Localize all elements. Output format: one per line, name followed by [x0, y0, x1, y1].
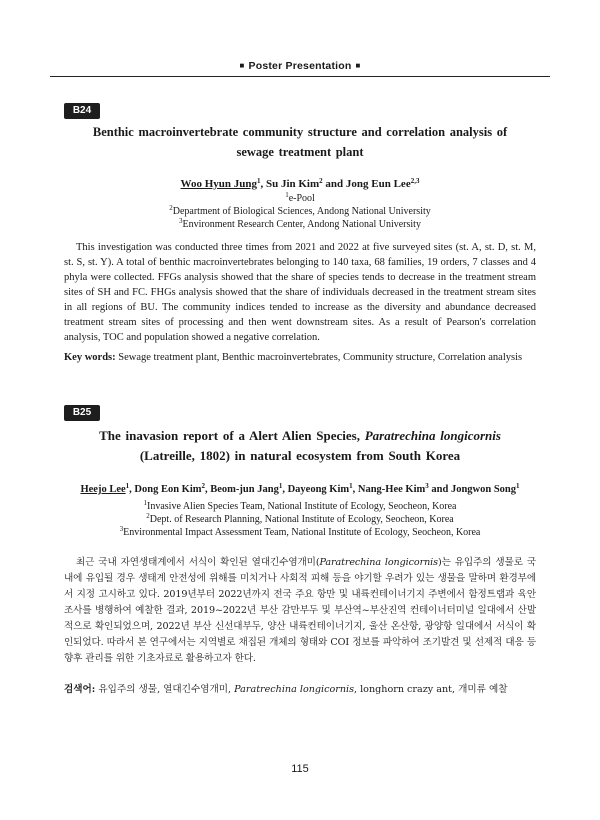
affiliation-list: [64, 192, 536, 231]
species-name: Paratrechina longicornis: [319, 557, 438, 568]
keywords-label: 검색어:: [64, 684, 96, 695]
keywords-label: Key words:: [64, 352, 116, 363]
affiliation-mark: 1: [285, 191, 289, 199]
abstract-badge: B24: [64, 103, 100, 119]
abstract-body: [64, 555, 536, 667]
title-line: [64, 426, 536, 446]
affiliation: [64, 205, 536, 218]
keywords-text: , longhorn crazy ant, 개미류 예찰: [354, 684, 508, 695]
affiliation-mark: 3: [179, 217, 183, 225]
author-separator: ,: [260, 178, 266, 190]
affiliation-text: Environmental Impact Assessment Team, National Institute of Ecology, Seocheon, Korea: [123, 527, 481, 538]
keywords-text: Sewage treatment plant, Benthic macroinvertebrates, Community structure, Correlation analysis: [118, 352, 523, 363]
author-name: Dong Eon Kim: [134, 484, 202, 495]
keywords-text: 유입주의 생물, 열대긴수염개미,: [95, 684, 235, 695]
abstract-body: This investigation was conducted three times from 2021 and 2022 at five surveyed sites (st. A, st. D, st. M, st. S, st. Y). A total of benthic macroinvertebrates belonging to 140 taxa, 68 families, 19 orders, 7 classes and 4 phyla were collected. FFGs analysis showed that the share of species tends to decrease in the treatment stream sites of SH and FC. FHGs analysis showed that the share of individuals decreased in the treatment stream sites in all regions of BU. The community indices tended to increase as the diversity and abundance decreased treatment stream sites of processing and then went downstream sites. As a result of Pearson's correlation analysis, TOC and population showed a negative correlation.: [64, 242, 536, 343]
abstract-title: [64, 122, 536, 162]
author-affiliation-mark: 2: [319, 177, 323, 185]
affiliation: [64, 192, 536, 205]
affiliation: [64, 526, 536, 539]
affiliation-text: Environment Research Center, Andong National University: [182, 219, 421, 230]
affiliation: [64, 218, 536, 231]
affiliation-text: Department of Biological Sciences, Andong National University: [172, 206, 431, 217]
affiliation-text: Dept. of Research Planning, National Institute of Ecology, Seocheon, Korea: [149, 514, 454, 525]
author-name: Beom-jun Jang: [210, 484, 279, 495]
author-affiliation-mark: 3: [425, 482, 429, 490]
title-line: (Latreille, 1802) in natural ecosystem from South Korea: [139, 448, 461, 463]
author-affiliation-mark: 1: [125, 482, 130, 490]
affiliation: [64, 500, 536, 513]
page-number: 115: [291, 763, 309, 775]
keywords: [64, 350, 536, 365]
author-list: Heejo Lee$^1$, Dong Eon Kim$^2$, Beom-jun Jang$^1$, Dayeong Kim$^1$, Nang-Hee Kim$^3$ and Jongwon Song$^1$: [80, 482, 520, 495]
species-name: Paratrechina longicornis: [234, 684, 355, 695]
affiliation-list: [64, 500, 536, 539]
keywords: [64, 682, 536, 697]
title-text: The inavasion report of a Alert Alien Species,: [99, 428, 365, 443]
author-name: Dayeong Kim: [287, 484, 350, 495]
author-name: Woo Hyun Jung: [180, 178, 257, 190]
affiliation-mark: 2: [169, 204, 173, 212]
author-affiliation-mark: 1: [278, 482, 283, 490]
author-name: Heejo Lee: [80, 484, 126, 495]
abstract-text: )는 유입주의 생물로 국내에 유입될 경우 생태계 안전성에 위해를 미치거나 사회적 피해 등을 야기할 우려가 있는 생물을 말하며 환경부에서 지정 고시하고 있다. 2019년부터 2022년까지 전국 주요 항만 및 내륙컨테이너기지 주변에서 함정트랩과 육안조사를 병행하여 예찰한 결과, 2019~2022년 부산 감만부두 및 부산역~부산진역 컨테이너터미널 일대에서 산발적으로 확인되었으며, 2022년 부산 신선대부두, 양산 내륙컨테이너기지, 울산 온산항, 광양항 일대에서 서식이 확인되었다. 따라서 본 연구에서는 지역별로 채집된 개체의 형태와 COI 정보를 파악하여 조기발견 및 선제적 대응 등 향후 관리를 위한 기초자료로 활용하고자 한다.: [64, 557, 536, 664]
author-conjunction: and: [322, 178, 346, 190]
author-affiliation-mark: 2: [201, 482, 206, 490]
title-line: Benthic macroinvertebrate community structure and correlation analysis of: [92, 125, 508, 139]
species-name: Paratrechina longicornis: [364, 428, 501, 443]
author-name: Nang-Hee Kim: [357, 484, 426, 495]
affiliation-mark: 1: [143, 499, 147, 507]
abstract-badge: B25: [64, 405, 100, 421]
affiliation-text: e-Pool: [288, 193, 315, 204]
affiliation-mark: 3: [119, 525, 124, 533]
author-name: Su Jin Kim: [265, 178, 320, 190]
author-affiliation-mark: 2,3: [410, 177, 420, 185]
abstract-text: 최근 국내 자연생태계에서 서식이 확인된 열대긴수염개미(: [76, 557, 320, 568]
header-label: Poster Presentation: [248, 60, 352, 72]
author-name: Jongwon Song: [450, 484, 517, 495]
running-header: [50, 56, 550, 76]
square-mark-icon: ■: [239, 61, 245, 70]
abstract-title: [64, 426, 536, 466]
author-affiliation-mark: 1: [516, 482, 520, 490]
square-mark-icon: ■: [355, 61, 361, 70]
header-rule: [50, 76, 550, 77]
affiliation-mark: 2: [146, 512, 150, 520]
affiliation-text: Invasive Alien Species Team, National Institute of Ecology, Seocheon, Korea: [147, 501, 457, 512]
title-line: sewage treatment plant: [236, 145, 364, 159]
author-name: Jong Eun Lee: [345, 178, 411, 190]
affiliation: [64, 513, 536, 526]
author-affiliation-mark: 1: [349, 482, 353, 490]
author-affiliation-mark: 1: [256, 177, 261, 185]
author-list: [64, 177, 536, 191]
